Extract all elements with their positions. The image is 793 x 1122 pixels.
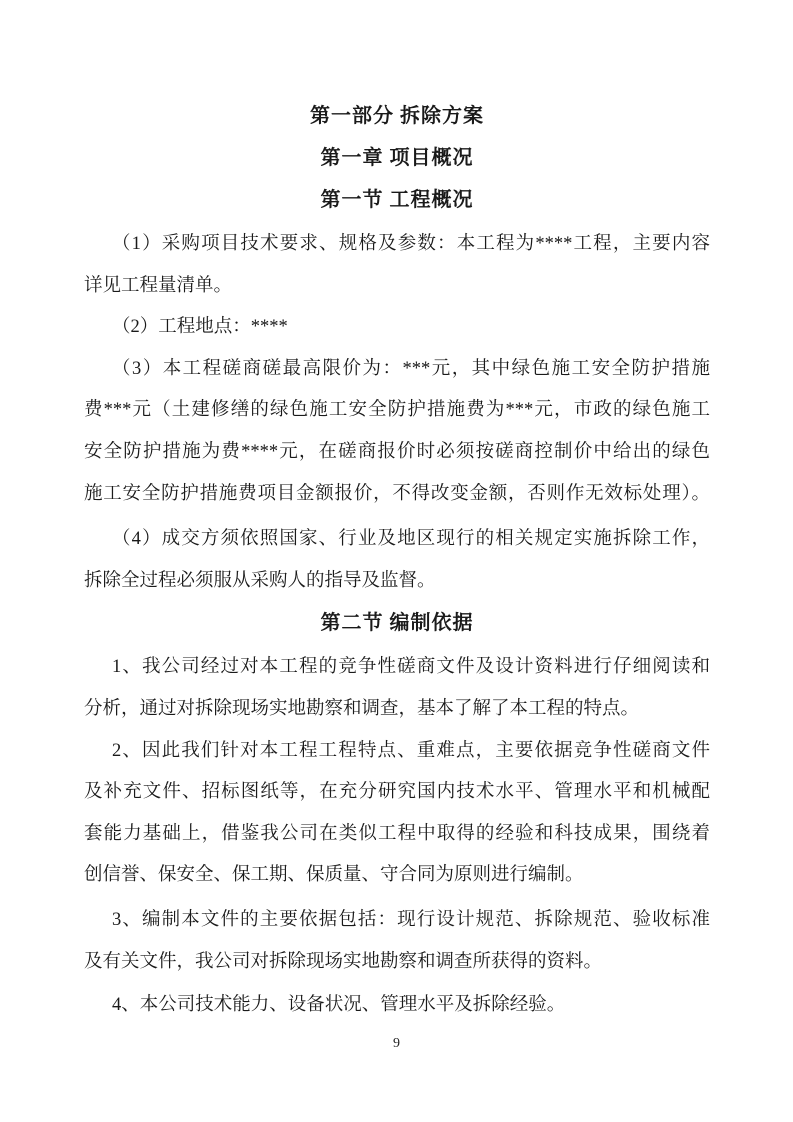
body-line: 创信誉、保安全、保工期、保质量、守合同为原则进行编制。 [84, 865, 584, 886]
body-line: 施工安全防护措施费项目金额报价，不得改变金额，否则作无效标处理）。 [84, 483, 710, 504]
body-line: （2）工程地点：**** [112, 317, 288, 338]
body-line: （3）本工程磋商磋最高限价为：***元，其中绿色施工安全防护措施 [112, 358, 710, 379]
body-line: 4、本公司技术能力、设备状况、管理水平及拆除经验。 [112, 995, 566, 1016]
paragraph-2-2 [84, 731, 710, 897]
body-line: 安全防护措施为费****元，在磋商报价时必须按磋商控制价中给出的绿色 [84, 441, 710, 462]
chapter-heading: 第一章 项目概况 [320, 147, 474, 169]
body-line: （1）采购项目技术要求、规格及参数：本工程为****工程，主要内容 [112, 234, 710, 254]
body-line: 分析，通过对拆除现场实地勘察和调查，基本了解了本工程的特点。 [84, 698, 640, 719]
paragraph-1-4 [84, 519, 710, 602]
paragraph-1-1 [84, 224, 710, 307]
paragraph-2-1 [84, 647, 710, 730]
paragraph-1-2 [84, 307, 710, 349]
body-line: 及补充文件、招标图纸等，在充分研究国内技术水平、管理水平和机械配 [84, 782, 710, 803]
section2-heading: 第二节 编制依据 [320, 612, 474, 635]
paragraph-2-3 [84, 900, 710, 983]
body-line: 3、编制本文件的主要依据包括：现行设计规范、拆除规范、验收标准 [112, 909, 710, 930]
body-line: 2、因此我们针对本工程工程特点、重难点，主要依据竞争性磋商文件 [112, 740, 710, 761]
part-heading: 第一部分 拆除方案 [310, 105, 484, 127]
paragraph-2-4 [84, 985, 710, 1027]
paragraph-1-3 [84, 349, 710, 515]
page-number: 9 [393, 1036, 400, 1051]
section1-heading: 第一节 工程概况 [320, 189, 474, 211]
body-line: 及有关文件，我公司对拆除现场实地勘察和调查所获得的资料。 [84, 951, 603, 972]
page-content [84, 0, 710, 1027]
body-line: 拆除全过程必须服从采购人的指导及监督。 [84, 570, 436, 591]
body-line: （4）成交方须依照国家、行业及地区现行的相关规定实施拆除工作， [112, 529, 710, 550]
body-line: 详见工程量清单。 [84, 275, 233, 296]
body-line: 费***元（土建修缮的绿色施工安全防护措施费为***元，市政的绿色施工 [84, 400, 710, 421]
body-line: 套能力基础上，借鉴我公司在类似工程中取得的经验和科技成果，围绕着 [84, 823, 710, 844]
body-line: 1、我公司经过对本工程的竞争性磋商文件及设计资料进行仔细阅读和 [112, 657, 710, 678]
